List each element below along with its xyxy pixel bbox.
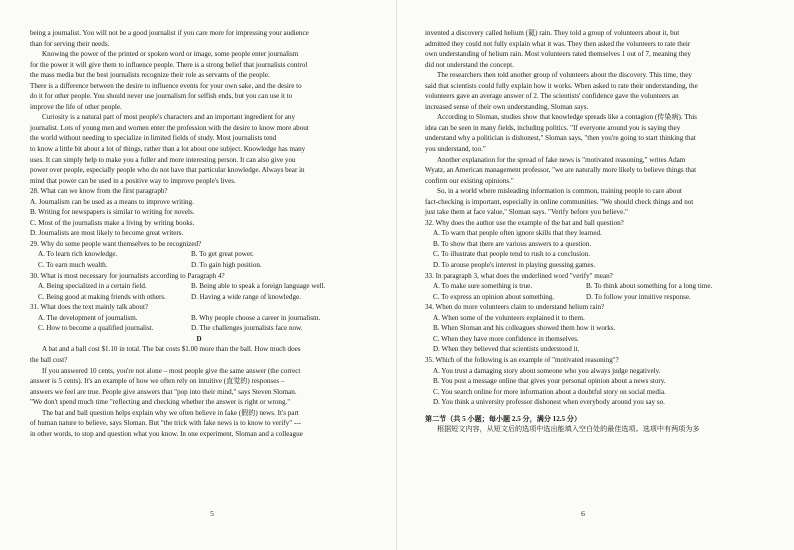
right-page (397, 0, 794, 550)
text-line: B. You post a message online that gives your personal opinion about a news story. (433, 377, 666, 386)
option-text: D. The challenges journalists face now. (191, 324, 303, 333)
text-line: 33. In paragraph 3, what does the underlined word "verify" mean? (425, 271, 613, 280)
text-line: the ball cost? (30, 355, 68, 364)
option-row (425, 292, 765, 303)
text-line: just take them at face value," Sloman says. "Verify before you believe." (425, 208, 628, 217)
option-row (30, 323, 368, 334)
text-line: 29. Why do some people want themselves to be recognized? (30, 239, 202, 248)
text-line: There is a difference between the desire to influence events for your own sake, and the desire to (30, 81, 302, 90)
text-line: do it for other people. You should never use journalism for selfish ends, but you can use it to (30, 92, 293, 101)
text-line: C. You search online for more information about a doubtful story on social media. (433, 387, 666, 396)
text-line: improve the life of other people. (30, 102, 122, 111)
text-line: power over people, especially people who do not have that particular knowledge. Always bear in (30, 166, 305, 175)
text-line: of human nature to believe, says Sloman. But "the trick with fake news is to know to verify" --- (30, 419, 301, 428)
text-line: C. When they have more confidence in themselves. (433, 334, 579, 343)
text-line: the mass media but the best journalists recognize their role as servants of the people. (30, 71, 270, 80)
text-line: Curiosity is a natural part of most people's characters and an important ingredient for any (42, 113, 296, 122)
text-line: answers we feel are true. People give answers that "pop into their mind," says Steven Sloman. (30, 387, 297, 396)
option-text: C. Being good at making friends with others. (38, 292, 166, 301)
text-line: D (196, 334, 202, 343)
option-row (30, 249, 368, 260)
text-line: own understanding of helium rain. Most volunteers rated themselves 1 out of 7, meaning they (425, 50, 691, 59)
text-line: being a journalist. You will not be a good journalist if you care more for impressing your audience (30, 29, 309, 37)
text-line: in other words, to stop and question what you know. In one experiment, Sloman and a colleague (30, 429, 303, 438)
text-line: did not understand the concept. (425, 60, 514, 69)
option-row (30, 281, 368, 292)
text-line: So, in a world where misleading information is common, training people to care about (437, 187, 682, 196)
left-column (30, 28, 368, 439)
text-line: B. Writing for newspapers is similar to writing for novels. (30, 208, 195, 217)
option-text: B. Being able to speak a foreign language well. (191, 282, 326, 291)
text-line: admitted they could not fully explain what it was. They then asked the volunteers to rate their (425, 39, 691, 48)
text-line: D. You think a university professor dishonest when everybody around you say so. (433, 398, 665, 407)
option-text: C. How to become a qualified journalist. (38, 324, 154, 333)
option-row (30, 260, 368, 271)
text-line: A. To warn that people often ignore skills that they learned. (433, 229, 602, 238)
text-line: than for serving their needs. (30, 39, 110, 48)
text-line: D. Journalists are most likely to become great writers. (30, 229, 184, 238)
text-line: Another explanation for the spread of fake news is "motivated reasoning," writes Adam (437, 155, 686, 164)
text-line: mind that power can be used in a positive way to improve people's lives. (30, 176, 236, 185)
text-line: invented a discovery called helium (氦) rain. They told a group of volunteers about it, but (425, 29, 680, 37)
text-line: fact-checking is important, especially in online communities. "We should check things and not (425, 197, 694, 206)
text-line: understand why a politician is dishonest," Sloman says, "then you're going to start thinking that (425, 134, 696, 143)
text-line: D. To arouse people's interest in playing guessing games. (433, 261, 596, 270)
text-line: D. When they believed that scientists understood it. (433, 345, 580, 354)
text-line: 30. What is most necessary for journalists according to Paragraph 4? (30, 271, 225, 280)
text-line: C. Most of the journalists make a living by writing books. (30, 218, 195, 227)
text-line: C. To illustrate that people tend to rush to a conclusion. (433, 250, 590, 259)
option-text: A. Being specialized in a certain field. (38, 282, 147, 291)
text-line: The bat and ball question helps explain why we often believe in fake (假的) news. It's part (42, 408, 299, 417)
text-line: uses. It can simply help to make you a fuller and more interesting person. It can also give you (30, 155, 296, 164)
text-line: confirm our existing opinions." (425, 176, 514, 185)
option-text: D. To follow your intuitive response. (586, 292, 691, 301)
text-line: 28. What can we know from the first paragraph? (30, 187, 168, 196)
text-line: 第二节（共 5 小题；每小题 2.5 分，满分 12.5 分） (425, 414, 582, 423)
option-text: A. To make sure something is true. (433, 282, 533, 291)
option-text: A. To learn rich knowledge. (38, 250, 118, 259)
text-line: "We don't spend much time "reflecting and checking whether the answer is right or wrong." (30, 398, 291, 407)
page-number-right: 6 (581, 509, 585, 518)
option-row (30, 313, 368, 324)
text-line: said that scientists could fully explain how it works. When asked to rate their understanding, the (425, 81, 698, 90)
option-text: B. To think about something for a long time. (586, 282, 713, 291)
text-line: Knowing the power of the printed or spoken word or image, some people enter journalism (42, 50, 299, 59)
text-line: A bat and a ball cost $1.10 in total. The bat costs $1.00 more than the ball. How much does (42, 345, 301, 354)
text-line: increased sense of their own understanding, Sloman says. (425, 102, 589, 111)
text-line: to know a little bit about a lot of things, rather than a lot about one subject. Knowledge has many (30, 145, 306, 154)
option-text: A. The development of journalism. (38, 313, 138, 322)
text-line: you understand, too." (425, 145, 486, 154)
text-line: A. Journalism can be used as a means to improve writing. (30, 197, 194, 206)
text-line: for the power it will give them to influence people. There is a strong belief that journalists control (30, 60, 308, 69)
page-number-left: 5 (210, 509, 214, 518)
text-line: A. You trust a damaging story about someone who you always judge negatively. (433, 366, 661, 375)
text-line: If you answered 10 cents, you're not alone – most people give the same answer (the correct (42, 366, 301, 375)
option-text: C. To express an opinion about something. (433, 292, 555, 301)
text-line: volunteers gave an average answer of 2. The scientists' confidence gave the volunteers an (425, 92, 679, 101)
text-line: According to Sloman, studies show that knowledge spreads like a contagion (传染病). This (437, 113, 697, 122)
option-text: D. To gain high position. (191, 261, 262, 270)
text-line: the world without needing to specialize in limited fields of study. Most journalists tend (30, 134, 277, 143)
option-text: B. To get great power. (191, 250, 254, 259)
right-column (425, 28, 765, 435)
text-line: idea can be seen in many fields, including politics. "If everyone around you is saying they (425, 123, 681, 132)
text-line: answer is 5 cents). It's an example of how we often rely on intuitive (直觉的) responses – (30, 377, 285, 386)
text-line: 34. When do more volunteers claim to understand helium rain? (425, 303, 605, 312)
option-text: D. Having a wide range of knowledge. (191, 292, 301, 301)
text-line: The researchers then told another group of volunteers about the discovery. This time, they (437, 71, 692, 80)
text-line: 根据短文内容，从短文后的选项中选出能填入空白处的最佳选项。选项中有两项为多 (437, 425, 700, 434)
text-line: B. To show that there are various answers to a question. (433, 239, 592, 248)
text-line: B. When Sloman and his colleagues showed them how it works. (433, 324, 616, 333)
text-line: 32. Why does the author use the example of the bat and ball question? (425, 218, 624, 227)
text-line: Wyatz, an American management professor, "we are naturally more likely to believe things that (425, 166, 697, 175)
text-line: 35. Which of the following is an example of "motivated reasoning"? (425, 355, 619, 364)
option-row (30, 292, 368, 303)
option-text: C. To earn much wealth. (38, 261, 108, 270)
text-line: journalist. Lots of young men and women enter the profession with the desire to know more about (30, 123, 309, 132)
text-line: 31. What does the text mainly talk about? (30, 303, 149, 312)
option-row (425, 281, 765, 292)
option-text: B. Why people choose a career in journalism. (191, 313, 321, 322)
text-line: A. When some of the volunteers explained it to them. (433, 313, 585, 322)
